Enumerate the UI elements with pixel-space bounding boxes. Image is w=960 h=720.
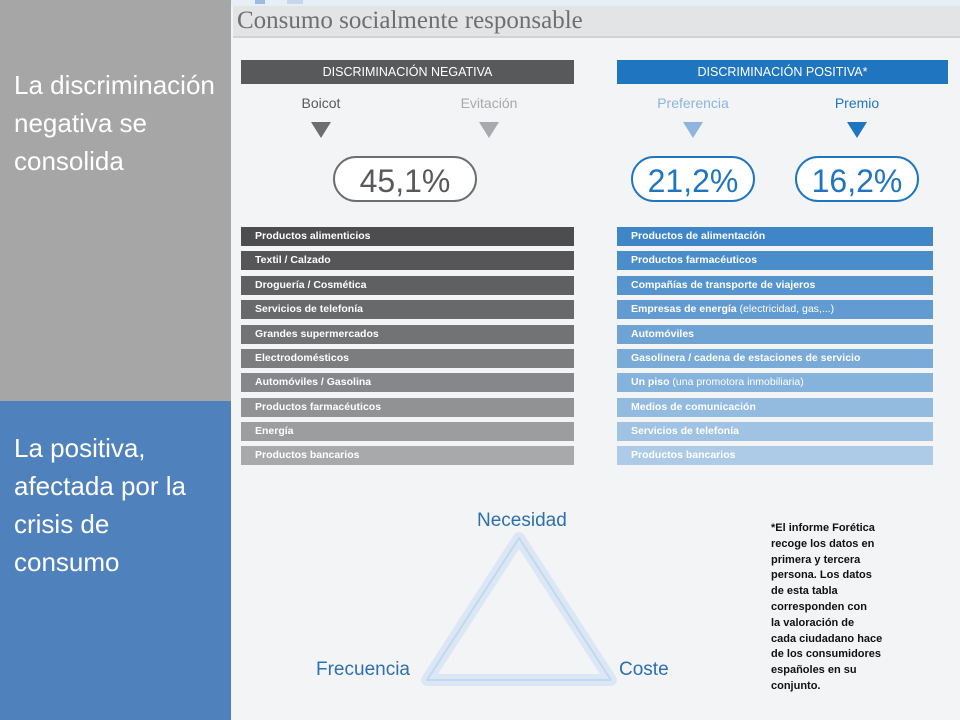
positive-row xyxy=(617,227,933,246)
arrow-down-icon xyxy=(479,122,499,138)
label-premio: Premio xyxy=(834,95,880,111)
row-text: Compañías de transporte de viajeros xyxy=(631,279,816,291)
negative-row: Productos bancarios xyxy=(241,446,574,465)
positive-row xyxy=(617,276,933,295)
label-boicot: Boicot xyxy=(301,95,341,111)
sidebar-bottom-text: La positiva, afectada por la crisis de consumo xyxy=(14,433,187,577)
negative-row: Automóviles / Gasolina xyxy=(241,373,574,392)
sidebar-top-text: La discriminación negativa se consolida xyxy=(14,70,215,176)
row-text: Productos de alimentación xyxy=(631,230,766,242)
positive-row xyxy=(617,251,933,270)
row-text: Automóviles xyxy=(631,328,695,340)
negative-value: 45,1% xyxy=(333,156,477,202)
positive-row xyxy=(617,446,933,465)
footnote: *El informe Forética recoge los datos en primera y tercera persona. Los datos de esta tabla corresponden con la valoración de cada ciudadano hace de los consumidores españoles en su conjunto. xyxy=(771,522,883,692)
negative-row: Servicios de telefonía xyxy=(241,300,574,319)
positive-header: DISCRIMINACIÓN POSITIVA* xyxy=(617,60,948,84)
negative-row: Energía xyxy=(241,422,574,441)
label-preferencia: Preferencia xyxy=(657,95,729,111)
negative-row: Productos farmacéuticos xyxy=(241,398,574,417)
figure-title: Consumo socialmente responsable xyxy=(237,7,583,34)
negative-header: DISCRIMINACIÓN NEGATIVA xyxy=(241,60,574,84)
row-text: Un piso xyxy=(631,376,670,388)
sidebar-panel-bottom xyxy=(0,401,231,720)
figure-title-bar xyxy=(233,6,960,38)
positive-row xyxy=(617,325,933,344)
decorative-bar-1 xyxy=(255,0,265,4)
row-extra: (electricidad, gas,...) xyxy=(736,303,835,315)
negative-row: Grandes supermercados xyxy=(241,325,574,344)
row-text: Gasolinera / cadena de estaciones de servicio xyxy=(631,352,861,364)
row-text: Productos farmacéuticos xyxy=(631,254,758,266)
arrow-down-icon xyxy=(847,122,867,138)
triangle-label-right: Coste xyxy=(619,659,669,680)
positive-row xyxy=(617,422,933,441)
row-text: Servicios de telefonía xyxy=(631,425,739,437)
positive-row xyxy=(617,300,933,319)
row-text: Productos bancarios xyxy=(631,449,736,461)
positive-row xyxy=(617,373,933,392)
triangle-label-left: Frecuencia xyxy=(316,659,410,680)
infographic xyxy=(231,0,960,720)
triangle-label-top: Necesidad xyxy=(477,510,567,531)
row-extra: (una promotora inmobiliaria) xyxy=(669,376,804,388)
arrow-down-icon xyxy=(311,122,331,138)
triangle-diagram xyxy=(421,530,621,690)
arrow-down-icon xyxy=(683,122,703,138)
sidebar-panel-top xyxy=(0,0,231,401)
premio-value: 16,2% xyxy=(795,156,919,202)
negative-row: Productos alimenticios xyxy=(241,227,574,246)
decorative-bar-2 xyxy=(287,0,303,4)
triangle-shape xyxy=(421,530,621,690)
positive-row xyxy=(617,398,933,417)
positive-row xyxy=(617,349,933,368)
preferencia-value: 21,2% xyxy=(631,156,755,202)
label-evitacion: Evitación xyxy=(460,95,518,111)
row-text: Empresas de energía xyxy=(631,303,737,315)
negative-row: Electrodomésticos xyxy=(241,349,574,368)
row-text: Medios de comunicación xyxy=(631,401,756,413)
negative-row: Textil / Calzado xyxy=(241,251,574,270)
negative-row: Droguería / Cosmética xyxy=(241,276,574,295)
